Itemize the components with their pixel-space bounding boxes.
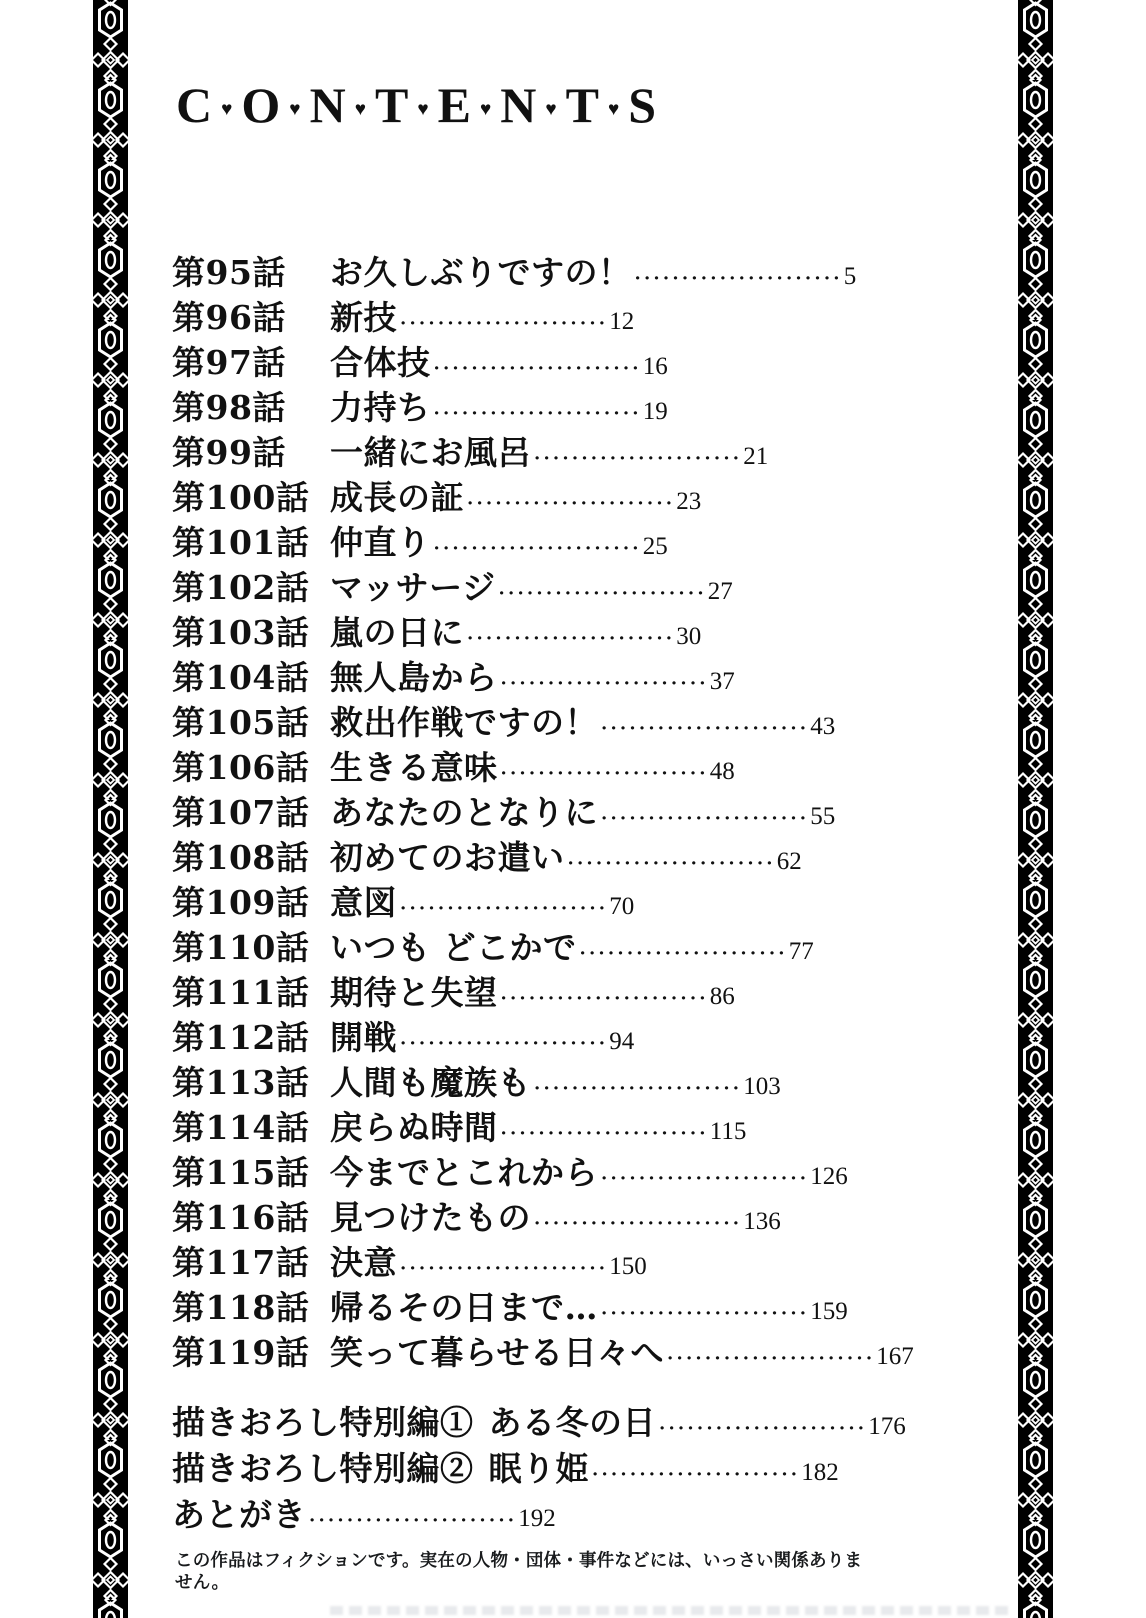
chapter-number: 第102話 — [172, 568, 310, 607]
table-of-contents — [172, 250, 914, 1375]
fiction-disclaimer: この作品はフィクションです。実在の人物・団体・事件などには、いっさい関係ありません。 — [175, 1550, 863, 1592]
toc-row — [172, 565, 914, 610]
chapter-number: 第95話 — [172, 253, 286, 292]
heart-separator-icon: ♥ — [221, 98, 233, 120]
page-number: 16 — [642, 353, 668, 380]
chapter-number: 第103話 — [172, 613, 310, 652]
page-number: 62 — [776, 848, 802, 875]
page-number: 43 — [810, 713, 836, 740]
leader-dots: ······················ — [400, 1033, 609, 1054]
page-number: 159 — [810, 1298, 848, 1325]
heart-separator-icon: ♥ — [545, 98, 557, 120]
chapter-title: 戻らぬ時間 — [330, 1108, 498, 1147]
chapter-number: 第113話 — [172, 1063, 310, 1102]
toc-row — [172, 925, 914, 970]
toc-row — [172, 430, 914, 475]
special-label: あとがき — [172, 1495, 306, 1534]
chapter-number: 第104話 — [172, 658, 310, 697]
toc-row — [172, 295, 914, 340]
chapter-number: 第112話 — [172, 1018, 310, 1057]
leader-dots: ······················ — [634, 268, 843, 289]
leader-dots: ······················ — [659, 1418, 868, 1439]
leader-dots: ······················ — [500, 988, 709, 1009]
toc-row — [172, 1330, 914, 1375]
toc-row — [172, 655, 914, 700]
leader-dots: ······················ — [534, 1078, 743, 1099]
chapter-title: マッサージ — [330, 568, 496, 607]
page-number: 86 — [709, 983, 735, 1010]
toc-row — [172, 880, 914, 925]
chapter-title: 合体技 — [330, 343, 431, 382]
leader-dots: ······················ — [567, 853, 776, 874]
page-number: 37 — [709, 668, 735, 695]
toc-row — [172, 385, 914, 430]
leader-dots: ······················ — [400, 898, 609, 919]
leader-dots: ······················ — [498, 583, 707, 604]
special-title: ある冬の日 — [488, 1403, 656, 1442]
leader-dots: ······················ — [534, 448, 743, 469]
page-number: 21 — [743, 443, 769, 470]
toc-row — [172, 1015, 914, 1060]
page-number: 182 — [801, 1459, 839, 1486]
chapter-title: 仲直り — [330, 523, 431, 562]
leader-dots: ······················ — [601, 718, 810, 739]
toc-row — [172, 475, 914, 520]
chapter-number: 第118話 — [172, 1288, 310, 1327]
title-letter: T — [565, 77, 599, 133]
page-number: 27 — [707, 578, 733, 605]
toc-row — [172, 1060, 914, 1105]
toc-row — [172, 610, 914, 655]
toc-row — [172, 250, 914, 295]
toc-row — [172, 1195, 914, 1240]
chapter-number: 第111話 — [172, 973, 310, 1012]
chapter-title: 成長の証 — [330, 478, 464, 517]
title-letter: S — [628, 77, 657, 133]
chapter-number: 第110話 — [172, 928, 310, 967]
leader-dots: ······················ — [667, 1348, 876, 1369]
chapter-number: 第114話 — [172, 1108, 310, 1147]
special-row — [172, 1492, 906, 1538]
chapter-title: 救出作戦ですの！ — [330, 703, 598, 742]
toc-row — [172, 790, 914, 835]
chapter-title: 初めてのお遣い — [330, 838, 565, 877]
page-number: 30 — [676, 623, 702, 650]
title-letter: T — [374, 77, 409, 133]
leader-dots: ······················ — [534, 1213, 743, 1234]
toc-row — [172, 340, 914, 385]
right-ornament-border — [1018, 0, 1053, 1618]
chapter-number: 第107話 — [172, 793, 310, 832]
chapter-title: 意図 — [330, 883, 397, 922]
leader-dots: ······················ — [601, 808, 810, 829]
chapter-title: 笑って暮らせる日々へ — [330, 1333, 665, 1372]
chapter-title: 無人島から — [330, 658, 498, 697]
leader-dots: ······················ — [500, 673, 709, 694]
toc-row — [172, 835, 914, 880]
leader-dots: ······················ — [601, 1303, 810, 1324]
title-letter: O — [241, 77, 281, 133]
chapter-title: 新技 — [330, 298, 397, 337]
heart-separator-icon: ♥ — [479, 98, 492, 120]
page-number: 176 — [868, 1413, 906, 1440]
toc-row — [172, 1240, 914, 1285]
chapter-title: 開戦 — [330, 1018, 397, 1057]
chapter-title: 期待と失望 — [330, 973, 498, 1012]
page-number: 126 — [810, 1163, 848, 1190]
page-number: 192 — [518, 1505, 556, 1532]
page-number: 103 — [743, 1073, 781, 1100]
toc-row — [172, 1150, 914, 1195]
heart-separator-icon: ♥ — [608, 98, 620, 120]
special-row — [172, 1446, 906, 1492]
chapter-title: 見つけたもの — [330, 1198, 531, 1237]
page-number: 48 — [709, 758, 735, 785]
page-number: 19 — [642, 398, 668, 425]
heart-separator-icon: ♥ — [417, 98, 429, 120]
leader-dots: ······················ — [467, 628, 676, 649]
toc-row — [172, 1285, 914, 1330]
toc-row — [172, 700, 914, 745]
page-number: 167 — [876, 1343, 914, 1370]
leader-dots: ······················ — [309, 1510, 518, 1531]
chapter-title: 嵐の日に — [330, 613, 464, 652]
heart-separator-icon: ♥ — [289, 98, 301, 120]
page-title — [176, 77, 657, 133]
chapter-number: 第96話 — [172, 298, 286, 337]
chapter-title: いつも どこかで — [330, 928, 577, 967]
leader-dots: ······················ — [433, 538, 642, 559]
heart-separator-icon: ♥ — [354, 98, 366, 120]
leader-dots: ······················ — [500, 1123, 709, 1144]
toc-row — [172, 745, 914, 790]
chapter-title: 力持ち — [330, 388, 431, 427]
chapter-number: 第100話 — [172, 478, 310, 517]
page-number: 25 — [642, 533, 668, 560]
title-letter: E — [437, 77, 471, 133]
page-number: 94 — [609, 1028, 635, 1055]
toc-row — [172, 1105, 914, 1150]
leader-dots: ······················ — [579, 943, 788, 964]
chapter-title: あなたのとなりに — [330, 793, 598, 832]
page-number: 136 — [743, 1208, 781, 1235]
title-letter: N — [500, 77, 537, 133]
title-letter: N — [309, 77, 346, 133]
chapter-title: 生きる意味 — [330, 748, 498, 787]
page-number: 12 — [609, 308, 635, 335]
chapter-number: 第99話 — [172, 433, 286, 472]
chapter-number: 第101話 — [172, 523, 310, 562]
chapter-number: 第108話 — [172, 838, 310, 877]
title-letter: C — [176, 77, 213, 133]
left-ornament-border — [93, 0, 128, 1618]
chapter-number: 第116話 — [172, 1198, 310, 1237]
special-row — [172, 1400, 906, 1446]
page-number: 23 — [676, 488, 702, 515]
page-number: 115 — [709, 1118, 747, 1145]
page-number: 150 — [609, 1253, 647, 1280]
leader-dots: ······················ — [400, 313, 609, 334]
toc-row — [172, 970, 914, 1015]
chapter-number: 第106話 — [172, 748, 310, 787]
chapter-title: 決意 — [330, 1243, 397, 1282]
chapter-number: 第97話 — [172, 343, 286, 382]
page-number: 77 — [788, 938, 814, 965]
page-number: 5 — [843, 263, 857, 290]
leader-dots: ······················ — [467, 493, 676, 514]
page-number: 70 — [609, 893, 635, 920]
special-label: 描きおろし特別編① — [172, 1403, 474, 1442]
leader-dots: ······················ — [433, 358, 642, 379]
cutoff-text-fragment — [330, 1606, 1010, 1615]
chapter-number: 第98話 — [172, 388, 286, 427]
chapter-title: 人間も魔族も — [330, 1063, 531, 1102]
chapter-number: 第115話 — [172, 1153, 310, 1192]
chapter-title: お久しぶりですの！ — [330, 253, 632, 292]
special-sections — [172, 1400, 906, 1538]
leader-dots: ······················ — [601, 1168, 810, 1189]
leader-dots: ······················ — [433, 403, 642, 424]
page-number: 55 — [810, 803, 836, 830]
chapter-number: 第117話 — [172, 1243, 310, 1282]
chapter-title: 帰るその日まで… — [330, 1288, 598, 1327]
special-label: 描きおろし特別編② — [172, 1449, 474, 1488]
toc-row — [172, 520, 914, 565]
leader-dots: ······················ — [400, 1258, 609, 1279]
chapter-number: 第109話 — [172, 883, 310, 922]
chapter-number: 第119話 — [172, 1333, 310, 1372]
leader-dots: ······················ — [592, 1464, 801, 1485]
special-title: 眠り姫 — [488, 1449, 589, 1488]
leader-dots: ······················ — [500, 763, 709, 784]
chapter-number: 第105話 — [172, 703, 310, 742]
chapter-title: 今までとこれから — [330, 1153, 598, 1192]
chapter-title: 一緒にお風呂 — [330, 433, 531, 472]
